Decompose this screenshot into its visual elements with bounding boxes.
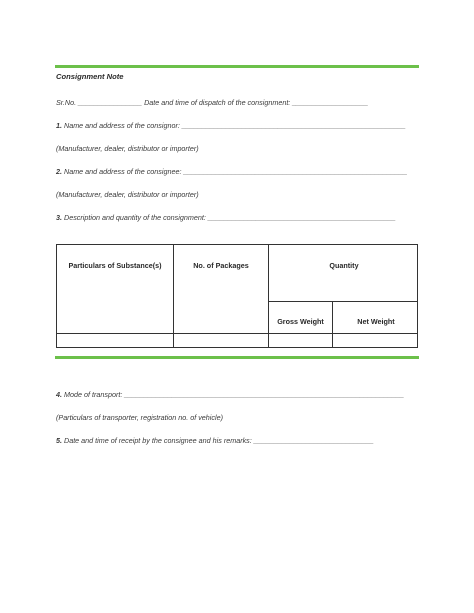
- top-green-rule: [55, 65, 419, 68]
- quantity-sub-divider: [268, 301, 417, 302]
- col-net-weight: Net Weight: [357, 317, 395, 326]
- consignor-blank[interactable]: ________________________________________________________: [181, 121, 406, 130]
- srno-label: Sr.No.: [56, 98, 77, 107]
- item-2-number: 2.: [56, 167, 62, 176]
- item-4-line: [56, 390, 404, 399]
- dispatch-label: Date and time of dispatch of the consignment:: [144, 98, 291, 107]
- item-2-line: [56, 167, 407, 176]
- item-5-line: [56, 436, 374, 445]
- srno-line: [56, 98, 368, 107]
- description-blank[interactable]: _______________________________________________: [207, 213, 396, 222]
- consignee-blank[interactable]: ________________________________________________________: [183, 167, 408, 176]
- item-3-label: Description and quantity of the consignment:: [64, 213, 206, 222]
- item-4-number: 4.: [56, 390, 62, 399]
- srno-blank[interactable]: ________________: [78, 98, 143, 107]
- item-2-label: Name and address of the consignee:: [64, 167, 182, 176]
- item-1-line: [56, 121, 406, 130]
- transport-blank[interactable]: ______________________________________________________________________: [124, 390, 405, 399]
- item-2-note: (Manufacturer, dealer, distributor or importer): [56, 190, 199, 199]
- item-4-label: Mode of transport:: [64, 390, 123, 399]
- item-5-number: 5.: [56, 436, 62, 445]
- item-1-label: Name and address of the consignor:: [64, 121, 180, 130]
- item-3-line: [56, 213, 396, 222]
- middle-green-rule: [55, 356, 419, 359]
- col-quantity: Quantity: [329, 261, 359, 270]
- item-1-number: 1.: [56, 121, 62, 130]
- col-gross-weight: Gross Weight: [277, 317, 324, 326]
- receipt-blank[interactable]: ______________________________: [253, 436, 374, 445]
- form-title: Consignment Note: [56, 72, 124, 81]
- item-3-number: 3.: [56, 213, 62, 222]
- col-packages: No. of Packages: [193, 261, 249, 270]
- dispatch-blank[interactable]: ___________________: [292, 98, 369, 107]
- item-4-note: (Particulars of transporter, registration no. of vehicle): [56, 413, 223, 422]
- col-particulars: Particulars of Substance(s): [68, 261, 162, 270]
- item-1-note: (Manufacturer, dealer, distributor or importer): [56, 144, 199, 153]
- item-5-label: Date and time of receipt by the consignee and his remarks:: [64, 436, 252, 445]
- consignment-table: [56, 244, 418, 348]
- table-row-divider: [57, 333, 417, 334]
